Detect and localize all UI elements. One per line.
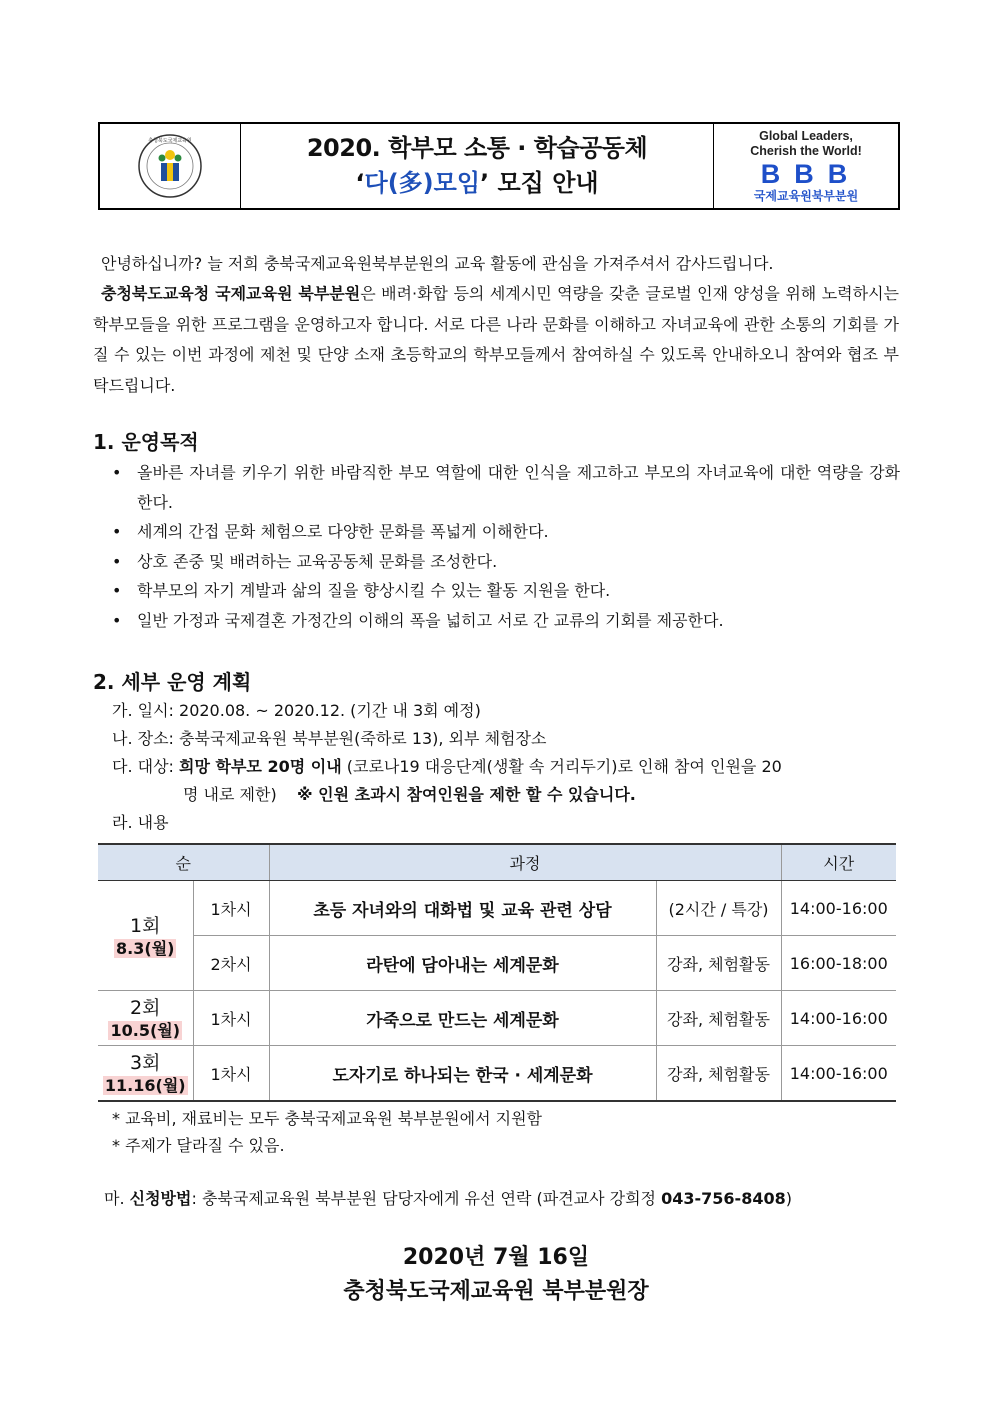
intro-body-text: 은 배려·화합 등의 세계시민 역량을 갖춘 글로벌 인재 양성을 위해 노력하시는 학부모들을 위한 프로그램을 운영하고자 합니다. 서로 다른 나라 문화를 이해하고 자녀교육에 관한 소통의 기회를 가질 수 있는 이번 과정에 제천 및 단양 소재 초등학교의 학부모들께서 참여하실 수 있도록 안내하오니 참여와 협조 부탁드립니다.	[93, 284, 899, 395]
session-number: 3회	[130, 1052, 161, 1074]
table-row	[98, 881, 896, 936]
apply-text: : 충북국제교육원 북부분원 담당자에게 유선 연락 (파견교사 강희정	[191, 1189, 662, 1208]
table-row	[98, 991, 896, 1046]
session-number: 2회	[130, 997, 161, 1019]
list-item: • 올바른 자녀를 키우기 위한 바람직한 부모 역할에 대한 인식을 제고하고 부모의 자녀교육에 대한 역량을 강화한다.	[110, 458, 900, 517]
course-title: 도자기로 하나되는 한국 · 세계문화	[269, 1046, 656, 1102]
course-title: 가죽으로 만드는 세계문화	[269, 991, 656, 1046]
logo-cell	[100, 124, 241, 208]
session-cell	[98, 1046, 193, 1102]
intro-body	[93, 279, 899, 401]
session-date: 10.5(월)	[110, 1021, 181, 1040]
course-time: 14:00-16:00	[781, 881, 896, 936]
table-row	[98, 1046, 896, 1102]
apply-label: 신청방법	[129, 1189, 192, 1208]
emblem-text: 충청북도국제교육원	[148, 138, 192, 144]
period-cell: 1차시	[193, 881, 269, 936]
title-suffix: ’ 모집 안내	[480, 169, 599, 197]
header-order: 순	[98, 844, 269, 881]
apply-prefix: 마.	[104, 1189, 130, 1208]
contact-phone: 043-756-8408	[661, 1189, 786, 1208]
emblem-icon	[137, 133, 203, 199]
apply-suffix: )	[785, 1189, 792, 1208]
capacity-warning: ※ 인원 초과시 참여인원을 제한 할 수 있습니다.	[297, 785, 636, 804]
title-highlight: 다(多)모임	[364, 169, 481, 197]
note-funding: * 교육비, 재료비는 모두 충북국제교육원 북부분원에서 지원함	[112, 1109, 543, 1128]
quote-open: ‘	[355, 169, 365, 197]
session-number: 1회	[130, 914, 161, 937]
content-label: 라. 내용	[112, 813, 169, 832]
section2-title: 2. 세부 운영 계획	[93, 670, 252, 694]
course-time: 16:00-18:00	[781, 936, 896, 991]
brand-org: 국제교육원북부분원	[753, 189, 859, 203]
doc-title-line1: 2020. 학부모 소통 · 학습공동체	[306, 134, 648, 162]
target-line2: 명 내로 제한)	[183, 785, 277, 804]
header-time: 시간	[781, 844, 896, 881]
course-type: 강좌, 체험활동	[656, 991, 781, 1046]
period-cell: 2차시	[193, 936, 269, 991]
doc-title-line2	[355, 165, 598, 201]
brand-bbb: BBB	[760, 159, 862, 189]
intro-greeting	[93, 249, 899, 280]
period-cell: 1차시	[193, 1046, 269, 1102]
target-bold: 희망 학부모 20명 이내	[179, 757, 342, 776]
course-type: 강좌, 체험활동	[656, 936, 781, 991]
session-cell	[98, 991, 193, 1046]
course-title: 라탄에 담아내는 세계문화	[269, 936, 656, 991]
period-cell: 1차시	[193, 991, 269, 1046]
schedule-place: 나. 장소: 충북국제교육원 북부분원(죽하로 13), 외부 체험장소	[112, 729, 547, 748]
session-cell	[98, 881, 193, 991]
greeting-text: 안녕하십니까? 늘 저희 충북국제교육원북부분원의 교육 활동에 관심을 가져주셔서 감사드립니다.	[101, 254, 774, 273]
schedule-target-cont	[183, 781, 636, 809]
list-item: • 세계의 간접 문화 체험으로 다양한 문화를 폭넓게 이해한다.	[110, 517, 900, 547]
header-box	[98, 122, 900, 210]
title-cell	[241, 124, 714, 208]
issue-date: 2020년 7월 16일	[402, 1245, 590, 1270]
list-item: • 상호 존중 및 배려하는 교육공동체 문화를 조성한다.	[110, 547, 900, 577]
note-topic: * 주제가 달라질 수 있음.	[112, 1136, 285, 1155]
session-date: 11.16(월)	[104, 1076, 186, 1095]
purpose-list	[110, 458, 900, 635]
session-date: 8.3(월)	[116, 938, 175, 958]
brand-cell	[714, 124, 898, 208]
org-name: 충청북도교육청 국제교육원 북부분원	[101, 284, 361, 303]
table-row	[98, 936, 896, 991]
table-header-row	[98, 844, 896, 881]
brand-slogan-2: Cherish the World!	[750, 144, 862, 158]
header-course: 과정	[269, 844, 781, 881]
list-item: • 일반 가정과 국제결혼 가정간의 이해의 폭을 넓히고 서로 간 교류의 기회를 제공한다.	[110, 606, 900, 636]
course-type: (2시간 / 특강)	[656, 881, 781, 936]
list-item: • 학부모의 자기 계발과 삶의 질을 향상시킬 수 있는 활동 지원을 한다.	[110, 576, 900, 606]
section1-title: 1. 운영목적	[93, 430, 199, 454]
course-time: 14:00-16:00	[781, 1046, 896, 1102]
schedule-date: 가. 일시: 2020.08. ~ 2020.12. (기간 내 3회 예정)	[112, 701, 481, 720]
brand-slogan-1: Global Leaders,	[759, 129, 853, 143]
program-table	[98, 843, 896, 1102]
course-type: 강좌, 체험활동	[656, 1046, 781, 1102]
target-rest: (코로나19 대응단계(생활 속 거리두기)로 인해 참여 인원을 20	[341, 757, 782, 776]
course-time: 14:00-16:00	[781, 991, 896, 1046]
apply-line	[104, 1185, 792, 1213]
target-label: 다. 대상:	[112, 757, 180, 776]
schedule-target	[112, 753, 782, 781]
signer: 충청북도국제교육원 북부분원장	[343, 1279, 649, 1304]
course-title: 초등 자녀와의 대화법 및 교육 관련 상담	[269, 881, 656, 936]
